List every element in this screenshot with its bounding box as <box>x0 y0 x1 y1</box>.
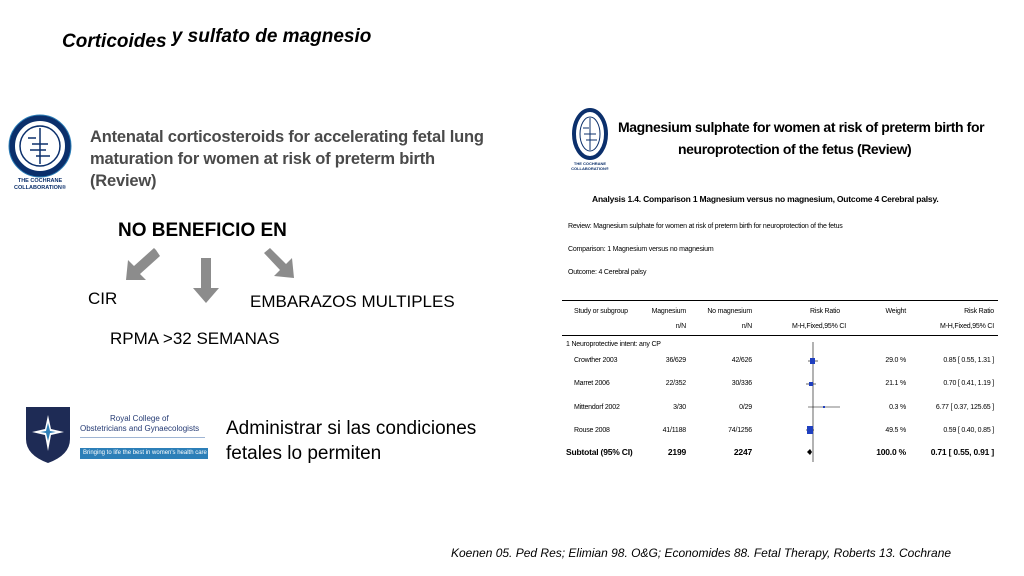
header-study: Study or subgroup <box>574 308 628 315</box>
row-weight: 29.0 % <box>885 357 906 364</box>
row-magnesium: 22/352 <box>665 380 686 387</box>
recommendation-text: Administrar si las condiciones fetales lo permiten <box>226 418 477 464</box>
row-no-magnesium: 30/336 <box>731 380 752 387</box>
effect-box-mittendorf <box>823 406 825 408</box>
row-no-magnesium: 0/29 <box>739 404 752 411</box>
header-nn-1: n/N <box>675 323 686 330</box>
cochrane-logo-text <box>4 178 76 192</box>
header-bottom-rule <box>562 335 998 336</box>
item-cir: CIR <box>88 289 118 308</box>
row-ci: 0.59 [ 0.40, 0.85 ] <box>943 427 994 434</box>
header-risk-ratio: Risk Ratio <box>810 308 840 315</box>
rcog-divider <box>80 437 205 438</box>
row-ci: 6.77 [ 0.37, 125.65 ] <box>935 404 994 411</box>
arrow-down-right-icon <box>262 246 296 280</box>
header-risk-ratio-2: Risk Ratio <box>964 308 994 315</box>
header-method-1: M-H,Fixed,95% CI <box>792 323 846 330</box>
arrow-down-left-icon <box>122 248 162 284</box>
effect-box-rouse <box>807 426 813 434</box>
row-study: Marret 2006 <box>574 380 610 387</box>
subtotal-label: Subtotal (95% CI) <box>566 447 633 457</box>
cochrane-logo-small-icon <box>570 106 610 168</box>
subtotal-ci: 0.71 [ 0.55, 0.91 ] <box>930 447 994 457</box>
rcog-name <box>80 414 210 434</box>
rcog-shield-icon <box>24 405 72 465</box>
magnesium-title-line1: Magnesium sulphate for women at risk of preterm birth for <box>618 119 985 135</box>
subtotal-diamond <box>807 449 812 455</box>
header-magnesium: Magnesium <box>651 308 686 315</box>
header-nn-2: n/N <box>741 323 752 330</box>
magnesium-review-title <box>618 116 998 160</box>
row-no-magnesium: 74/1256 <box>728 427 752 434</box>
rcog-name-line2: Obstetricians and Gynaecologists <box>80 424 200 433</box>
header-weight: Weight <box>885 308 906 315</box>
comparison-line: Comparison: 1 Magnesium versus no magnesium <box>568 246 714 253</box>
row-magnesium: 3/30 <box>673 404 686 411</box>
row-magnesium: 41/1188 <box>662 427 686 434</box>
item-rpma: RPMA >32 SEMANAS <box>110 329 280 348</box>
row-weight: 49.5 % <box>885 427 906 434</box>
row-study: Crowther 2003 <box>574 357 618 364</box>
rcog-name-line1: Royal College of <box>110 414 169 423</box>
corticosteroids-review-title: Antenatal corticosteroids for accelerating fetal lung maturation for women at risk of preterm birth (Review) <box>90 128 484 190</box>
header-no-magnesium: No magnesium <box>707 308 752 315</box>
row-no-magnesium: 42/626 <box>731 357 752 364</box>
cochrane-small-text-line1: THE COCHRANE <box>573 161 607 166</box>
citation-footer: Koenen 05. Ped Res; Elimian 98. O&G; Economides 88. Fetal Therapy, Roberts 13. Cochrane <box>451 546 952 560</box>
title-corticoides: Corticoides <box>62 31 167 52</box>
forest-plot-table <box>560 300 1000 465</box>
row-study: Mittendorf 2002 <box>574 404 620 411</box>
table-top-rule <box>562 300 998 301</box>
outcome-line: Outcome: 4 Cerebral palsy <box>568 269 647 276</box>
subgroup-label: 1 Neuroprotective intent: any CP <box>566 341 661 348</box>
review-line: Review: Magnesium sulphate for women at risk of preterm birth for neuroprotection of the fetus <box>568 223 843 230</box>
row-magnesium: 36/629 <box>665 357 686 364</box>
row-ci: 0.85 [ 0.55, 1.31 ] <box>943 357 994 364</box>
magnesium-title-line2: neuroprotection of the fetus (Review) <box>678 141 912 157</box>
effect-box-crowther <box>810 358 815 364</box>
item-embarazos-multiples: EMBARAZOS MULTIPLES <box>250 292 455 311</box>
title-sulfato: y sulfato de magnesio <box>166 26 372 47</box>
effect-box-marret <box>809 382 813 386</box>
subtotal-magnesium: 2199 <box>667 447 686 457</box>
row-weight: 21.1 % <box>885 380 906 387</box>
cochrane-small-text-line2: COLLABORATION® <box>571 166 609 171</box>
row-weight: 0.3 % <box>889 404 906 411</box>
cochrane-small-logo-text <box>568 161 612 171</box>
arrow-down-icon <box>192 258 220 304</box>
row-ci: 0.70 [ 0.41, 1.19 ] <box>943 380 994 387</box>
subtotal-weight: 100.0 % <box>876 447 906 457</box>
slide-title <box>62 26 372 52</box>
header-method-2: M-H,Fixed,95% CI <box>940 323 994 330</box>
analysis-caption: Analysis 1.4. Comparison 1 Magnesium versus no magnesium, Outcome 4 Cerebral palsy. <box>592 194 939 204</box>
subtotal-no-magnesium: 2247 <box>733 447 752 457</box>
no-beneficio-heading: NO BENEFICIO EN <box>118 220 287 241</box>
row-study: Rouse 2008 <box>574 427 610 434</box>
cochrane-text-line1: THE COCHRANE <box>17 178 63 184</box>
rcog-tagline: Bringing to life the best in women's health care <box>80 448 208 459</box>
cochrane-text-line2: COLLABORATION® <box>14 185 66 191</box>
forest-plot-markers <box>790 340 850 465</box>
